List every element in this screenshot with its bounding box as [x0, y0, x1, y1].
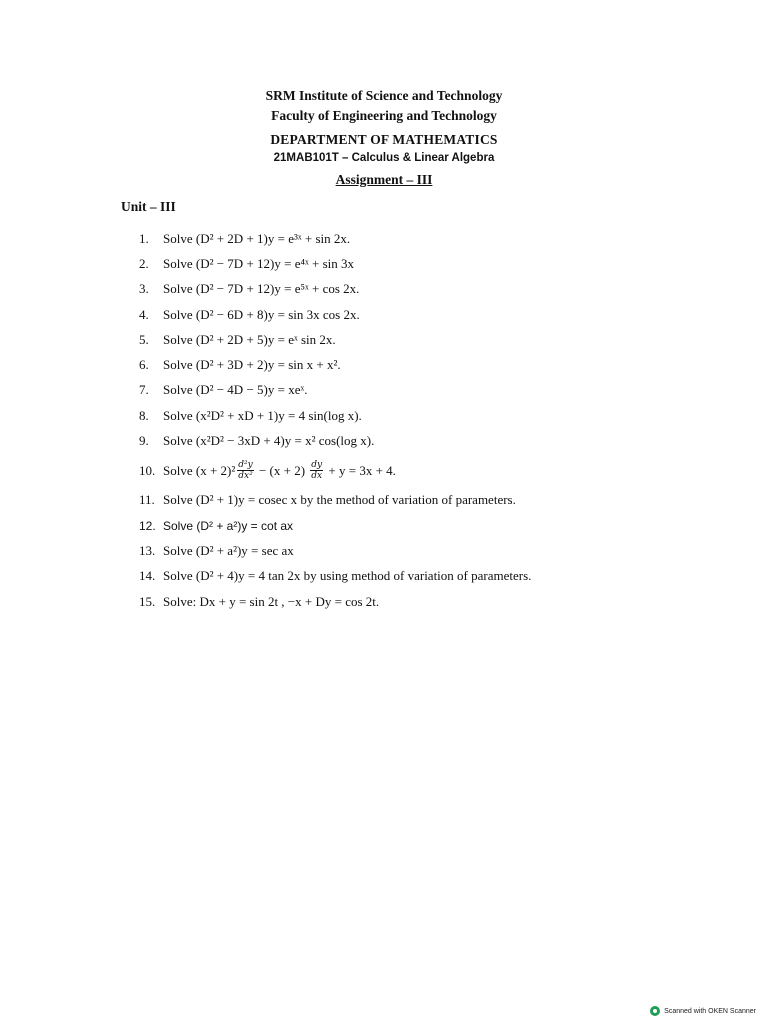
department-name: DEPARTMENT OF MATHEMATICS	[270, 132, 498, 147]
question-item	[139, 327, 531, 352]
question-number: 1.	[139, 230, 149, 246]
question-item	[139, 352, 531, 377]
question-text: Solve (x²D² + xD + 1)y = 4 sin(log x).	[163, 407, 362, 423]
question-list	[139, 226, 531, 614]
question-text-pre: Solve (x + 2)²	[163, 462, 236, 478]
question-item	[139, 454, 531, 488]
fraction-numerator: dy	[311, 460, 323, 471]
assignment-title: Assignment – III	[335, 172, 433, 187]
question-item	[139, 302, 531, 327]
question-item	[139, 378, 531, 403]
unit-title: Unit – III	[121, 199, 176, 214]
question-number: 10.	[139, 462, 156, 478]
question-text: Solve (D² − 6D + 8)y = sin 3x cos 2x.	[163, 306, 360, 322]
question-number: 4.	[139, 306, 149, 322]
question-item	[139, 251, 531, 276]
question-number: 8.	[139, 407, 149, 423]
fraction-second-derivative	[237, 460, 253, 481]
question-number: 9.	[139, 433, 149, 449]
question-text-post: + y = 3x + 4.	[325, 462, 396, 478]
question-number: 5.	[139, 331, 149, 347]
question-text: Solve (D² + 3D + 2)y = sin x + x².	[163, 357, 341, 373]
question-item	[139, 589, 531, 614]
course-title: 21MAB101T – Calculus & Linear Algebra	[273, 152, 495, 164]
question-text-mid: − (x + 2)	[255, 462, 309, 478]
question-item	[139, 403, 531, 428]
question-item	[139, 564, 531, 589]
question-text: Solve (x²D² − 3xD + 4)y = x² cos(log x).	[163, 433, 375, 449]
fraction-first-derivative	[310, 460, 323, 481]
question-number: 6.	[139, 357, 149, 373]
question-text: Solve (D² + 2D + 5)y = eˣ sin 2x.	[163, 331, 336, 347]
document-header	[0, 86, 768, 166]
fraction-numerator: d²y	[238, 460, 253, 471]
question-item	[139, 226, 531, 251]
question-text: Solve (D² + 1)y = cosec x by the method of variation of parameters.	[163, 492, 516, 508]
scanner-watermark	[650, 1006, 756, 1016]
scanner-logo-icon	[650, 1006, 660, 1016]
question-text: Solve: Dx + y = sin 2t , −x + Dy = cos 2t.	[163, 593, 380, 609]
question-number: 14.	[139, 568, 156, 584]
question-text: Solve (D² + a²)y = sec ax	[163, 542, 294, 558]
question-text: Solve (D² − 4D − 5)y = xeˣ.	[163, 382, 308, 398]
question-item	[139, 538, 531, 563]
question-item	[139, 277, 531, 302]
question-number: 15.	[139, 593, 156, 609]
fraction-denominator: dx	[311, 471, 323, 482]
question-text: Solve (D² − 7D + 12)y = e⁵ˣ + cos 2x.	[163, 281, 360, 297]
question-item	[139, 428, 531, 453]
scanner-text: Scanned with OKEN Scanner	[664, 1007, 756, 1015]
question-number: 3.	[139, 281, 149, 297]
question-number: 7.	[139, 382, 149, 398]
question-number: 12.	[139, 518, 156, 533]
question-number: 13.	[139, 542, 156, 558]
question-number: 2.	[139, 255, 149, 271]
faculty-name: Faculty of Engineering and Technology	[271, 108, 497, 123]
question-item	[139, 513, 531, 538]
question-text: Solve (D² + a²)y = cot ax	[163, 518, 294, 533]
institute-name: SRM Institute of Science and Technology	[265, 88, 503, 103]
question-text: Solve (D² + 2D + 1)y = e³ˣ + sin 2x.	[163, 230, 351, 246]
question-text: Solve (D² + 4)y = 4 tan 2x by using method of variation of parameters.	[163, 568, 532, 584]
question-text: Solve (D² − 7D + 12)y = e⁴ˣ + sin 3x	[163, 255, 355, 271]
fraction-denominator: dx²	[238, 471, 253, 482]
question-number: 11.	[139, 492, 155, 508]
question-item	[139, 488, 531, 513]
